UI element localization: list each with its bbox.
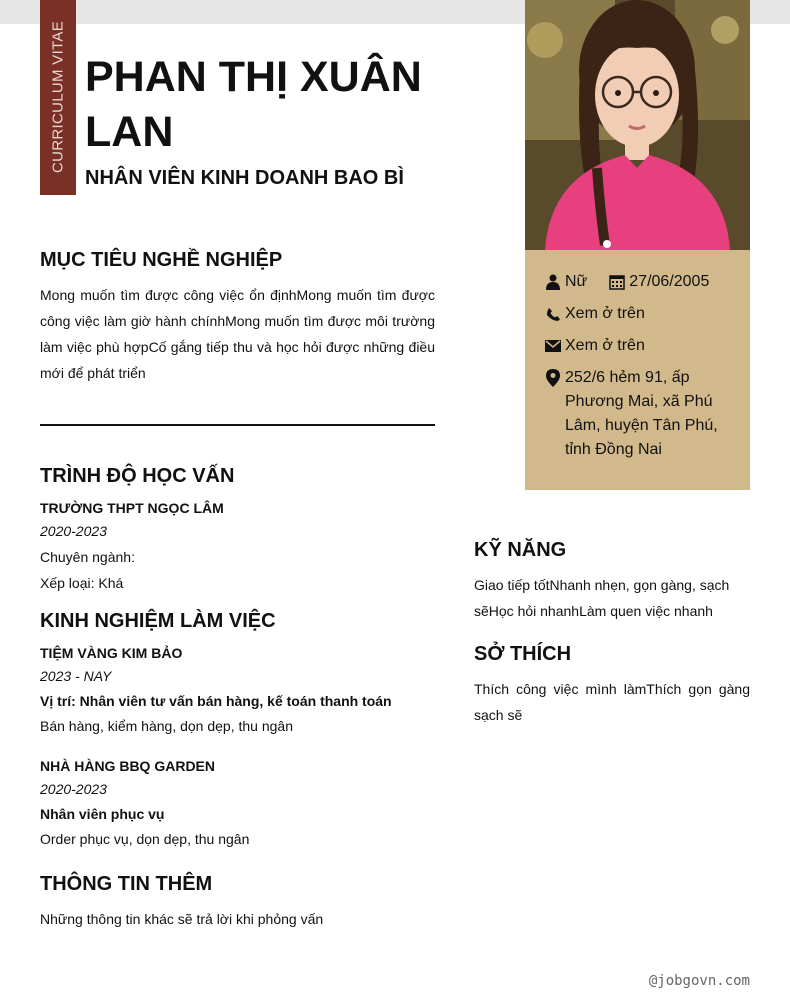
gender-value: Nữ [565, 273, 588, 290]
additional-info-title: THÔNG TIN THÊM [40, 873, 213, 895]
job-description: Order phục vụ, dọn dẹp, thu ngân [40, 831, 250, 847]
experience-entry [40, 643, 440, 739]
job-period: 2023 - NAY [40, 668, 112, 684]
personal-info-box [525, 250, 750, 490]
cv-tag-label: CURRICULUM VITAE [49, 20, 67, 174]
person-icon [545, 270, 561, 294]
additional-info-text: Những thông tin khác sẽ trả lời khi phỏng vấn [40, 911, 324, 927]
job-description: Bán hàng, kiểm hàng, dọn dẹp, thu ngân [40, 718, 293, 734]
skills-title: KỸ NĂNG [474, 539, 567, 561]
experience-title: KINH NGHIỆM LÀM VIỆC [40, 610, 276, 632]
gender-dob-row [545, 270, 750, 294]
objective-text: Mong muốn tìm được công việc ổn địnhMong muốn tìm được công việc làm giờ hành chínhMong muốn tìm được môi trường làm việc phù hợpCố gắng tiếp thu và học hỏi được những điều mới để phát triển [40, 287, 435, 381]
education-major: Chuyên ngành: [40, 549, 135, 565]
education-period: 2020-2023 [40, 523, 107, 539]
phone-icon [545, 302, 561, 326]
candidate-name: PHAN THỊ XUÂN LAN [85, 53, 422, 156]
address-row [545, 366, 750, 462]
email-value[interactable]: Xem ở trên [565, 337, 645, 354]
phone-value[interactable]: Xem ở trên [565, 305, 645, 322]
job-position: Vị trí: Nhân viên tư vấn bán hàng, kế toán thanh toán [40, 693, 392, 709]
hobbies-title: SỞ THÍCH [474, 643, 572, 665]
hobbies-text: Thích công việc mình làmThích gọn gàng sạch sẽ [474, 681, 750, 723]
education-title: TRÌNH ĐỘ HỌC VẤN [40, 465, 235, 487]
education-entry [40, 498, 440, 596]
job-title: NHÂN VIÊN KINH DOANH BAO BÌ [85, 167, 404, 189]
education-rank: Xếp loại: Khá [40, 575, 124, 591]
watermark: @jobgovn.com [648, 973, 750, 989]
section-divider [40, 424, 435, 426]
email-row [545, 334, 750, 358]
job-position: Nhân viên phục vụ [40, 806, 165, 822]
experience-entry [40, 756, 440, 852]
cv-vertical-tag [40, 0, 76, 195]
dob-value: 27/06/2005 [629, 273, 710, 290]
profile-photo [525, 0, 750, 250]
skills-text: Giao tiếp tốtNhanh nhẹn, gọn gàng, sạch sẽHọc hỏi nhanhLàm quen việc nhanh [474, 577, 730, 619]
envelope-icon [545, 334, 561, 358]
company-name: NHÀ HÀNG BBQ GARDEN [40, 758, 215, 774]
address-value: 252/6 hẻm 91, ấp Phương Mai, xã Phú Lâm, huyện Tân Phú, tỉnh Đồng Nai [565, 369, 718, 458]
calendar-icon [609, 270, 625, 294]
job-period: 2020-2023 [40, 781, 107, 797]
school-name: TRƯỜNG THPT NGỌC LÂM [40, 500, 224, 516]
profile-photo-illustration [525, 0, 750, 250]
location-pin-icon [545, 366, 561, 390]
objective-title: MỤC TIÊU NGHỀ NGHIỆP [40, 249, 283, 271]
phone-row [545, 302, 750, 326]
company-name: TIỆM VÀNG KIM BẢO [40, 645, 183, 661]
